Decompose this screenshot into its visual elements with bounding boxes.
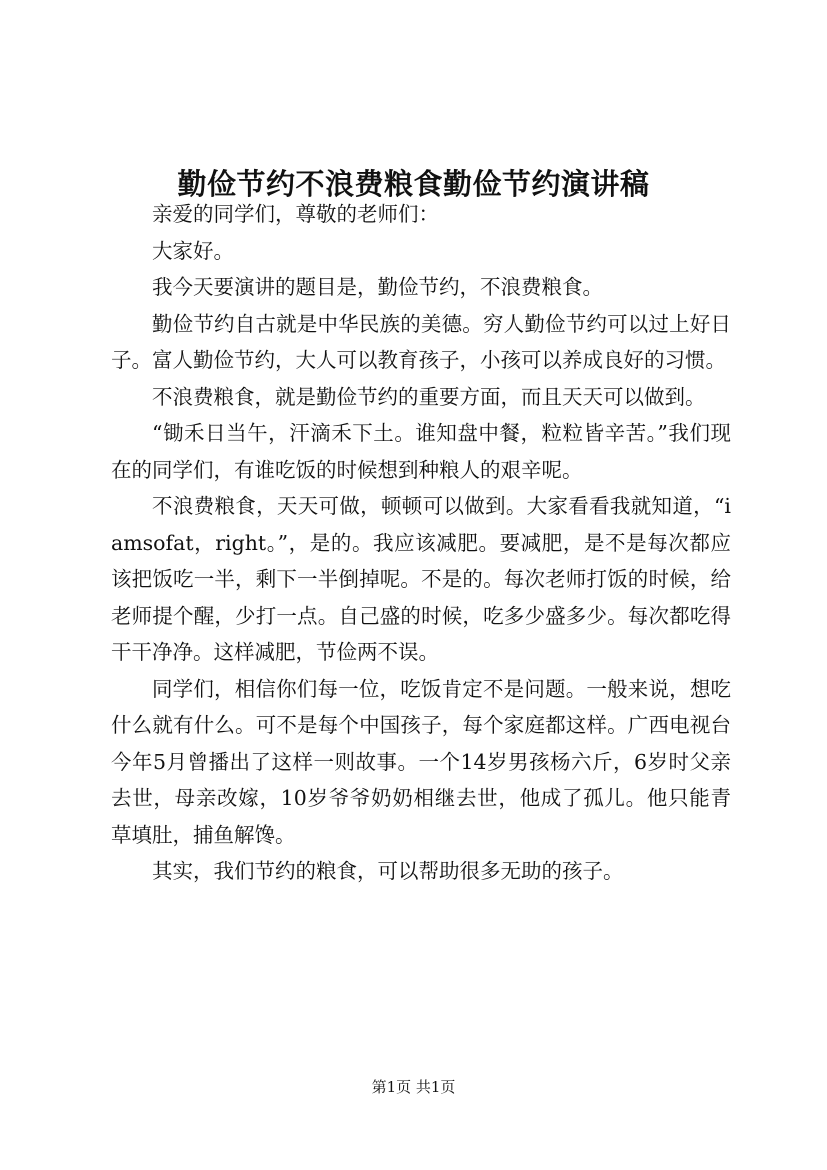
paragraph-no-waste: 不浪费粮食，就是勤俭节约的重要方面，而且天天可以做到。	[152, 384, 706, 409]
paragraph-virtue: 勤俭节约自古就是中华民族的美德。穷人勤俭节约可以过上好日子。富人勤俭节约，大人可以教育孩子，小孩可以养成良好的习惯。	[111, 311, 731, 372]
paragraph-topic: 我今天要演讲的题目是，勤俭节约，不浪费粮食。	[152, 275, 603, 299]
paragraph-poem: “锄禾日当午，汗滴禾下土。谁知盘中餐，粒粒皆辛苦。”我们现在的同学们，有谁吃饭的时候想到种粮人的艰辛呢。	[111, 421, 731, 482]
paragraph-conclusion: 其实，我们节约的粮食，可以帮助很多无助的孩子。	[152, 859, 624, 883]
paragraph-hello: 大家好。	[152, 238, 234, 263]
document-body	[111, 196, 731, 890]
paragraph-daily: 不浪费粮食，天天可做，顿顿可以做到。大家看看我就知道，“iamsofat，right。”，是的。我应该减肥。要减肥，是不是每次都应该把饭吃一半，剩下一半倒掉呢。不是的。每次老师打饭的时候，给老师提个醒，少打一点。自己盛的时候，吃多少盛多少。每次都吃得干干净净。这样减肥，节俭两不误。	[111, 494, 731, 664]
paragraph-greeting: 亲爱的同学们，尊敬的老师们：	[152, 202, 439, 226]
paragraph-story: 同学们，相信你们每一位，吃饭肯定不是问题。一般来说，想吃什么就有什么。可不是每个中国孩子，每个家庭都这样。广西电视台今年5月曾播出了这样一则故事。一个14岁男孩杨六斤，6岁时父亲去世，母亲改嫁，10岁爷爷奶奶相继去世，他成了孤儿。他只能青草填肚，捕鱼解馋。	[111, 676, 731, 847]
document-title: 勤俭节约不浪费粮食勤俭节约演讲稿	[177, 167, 650, 202]
page-number-footer: 第1页 共1页	[371, 1078, 456, 1096]
